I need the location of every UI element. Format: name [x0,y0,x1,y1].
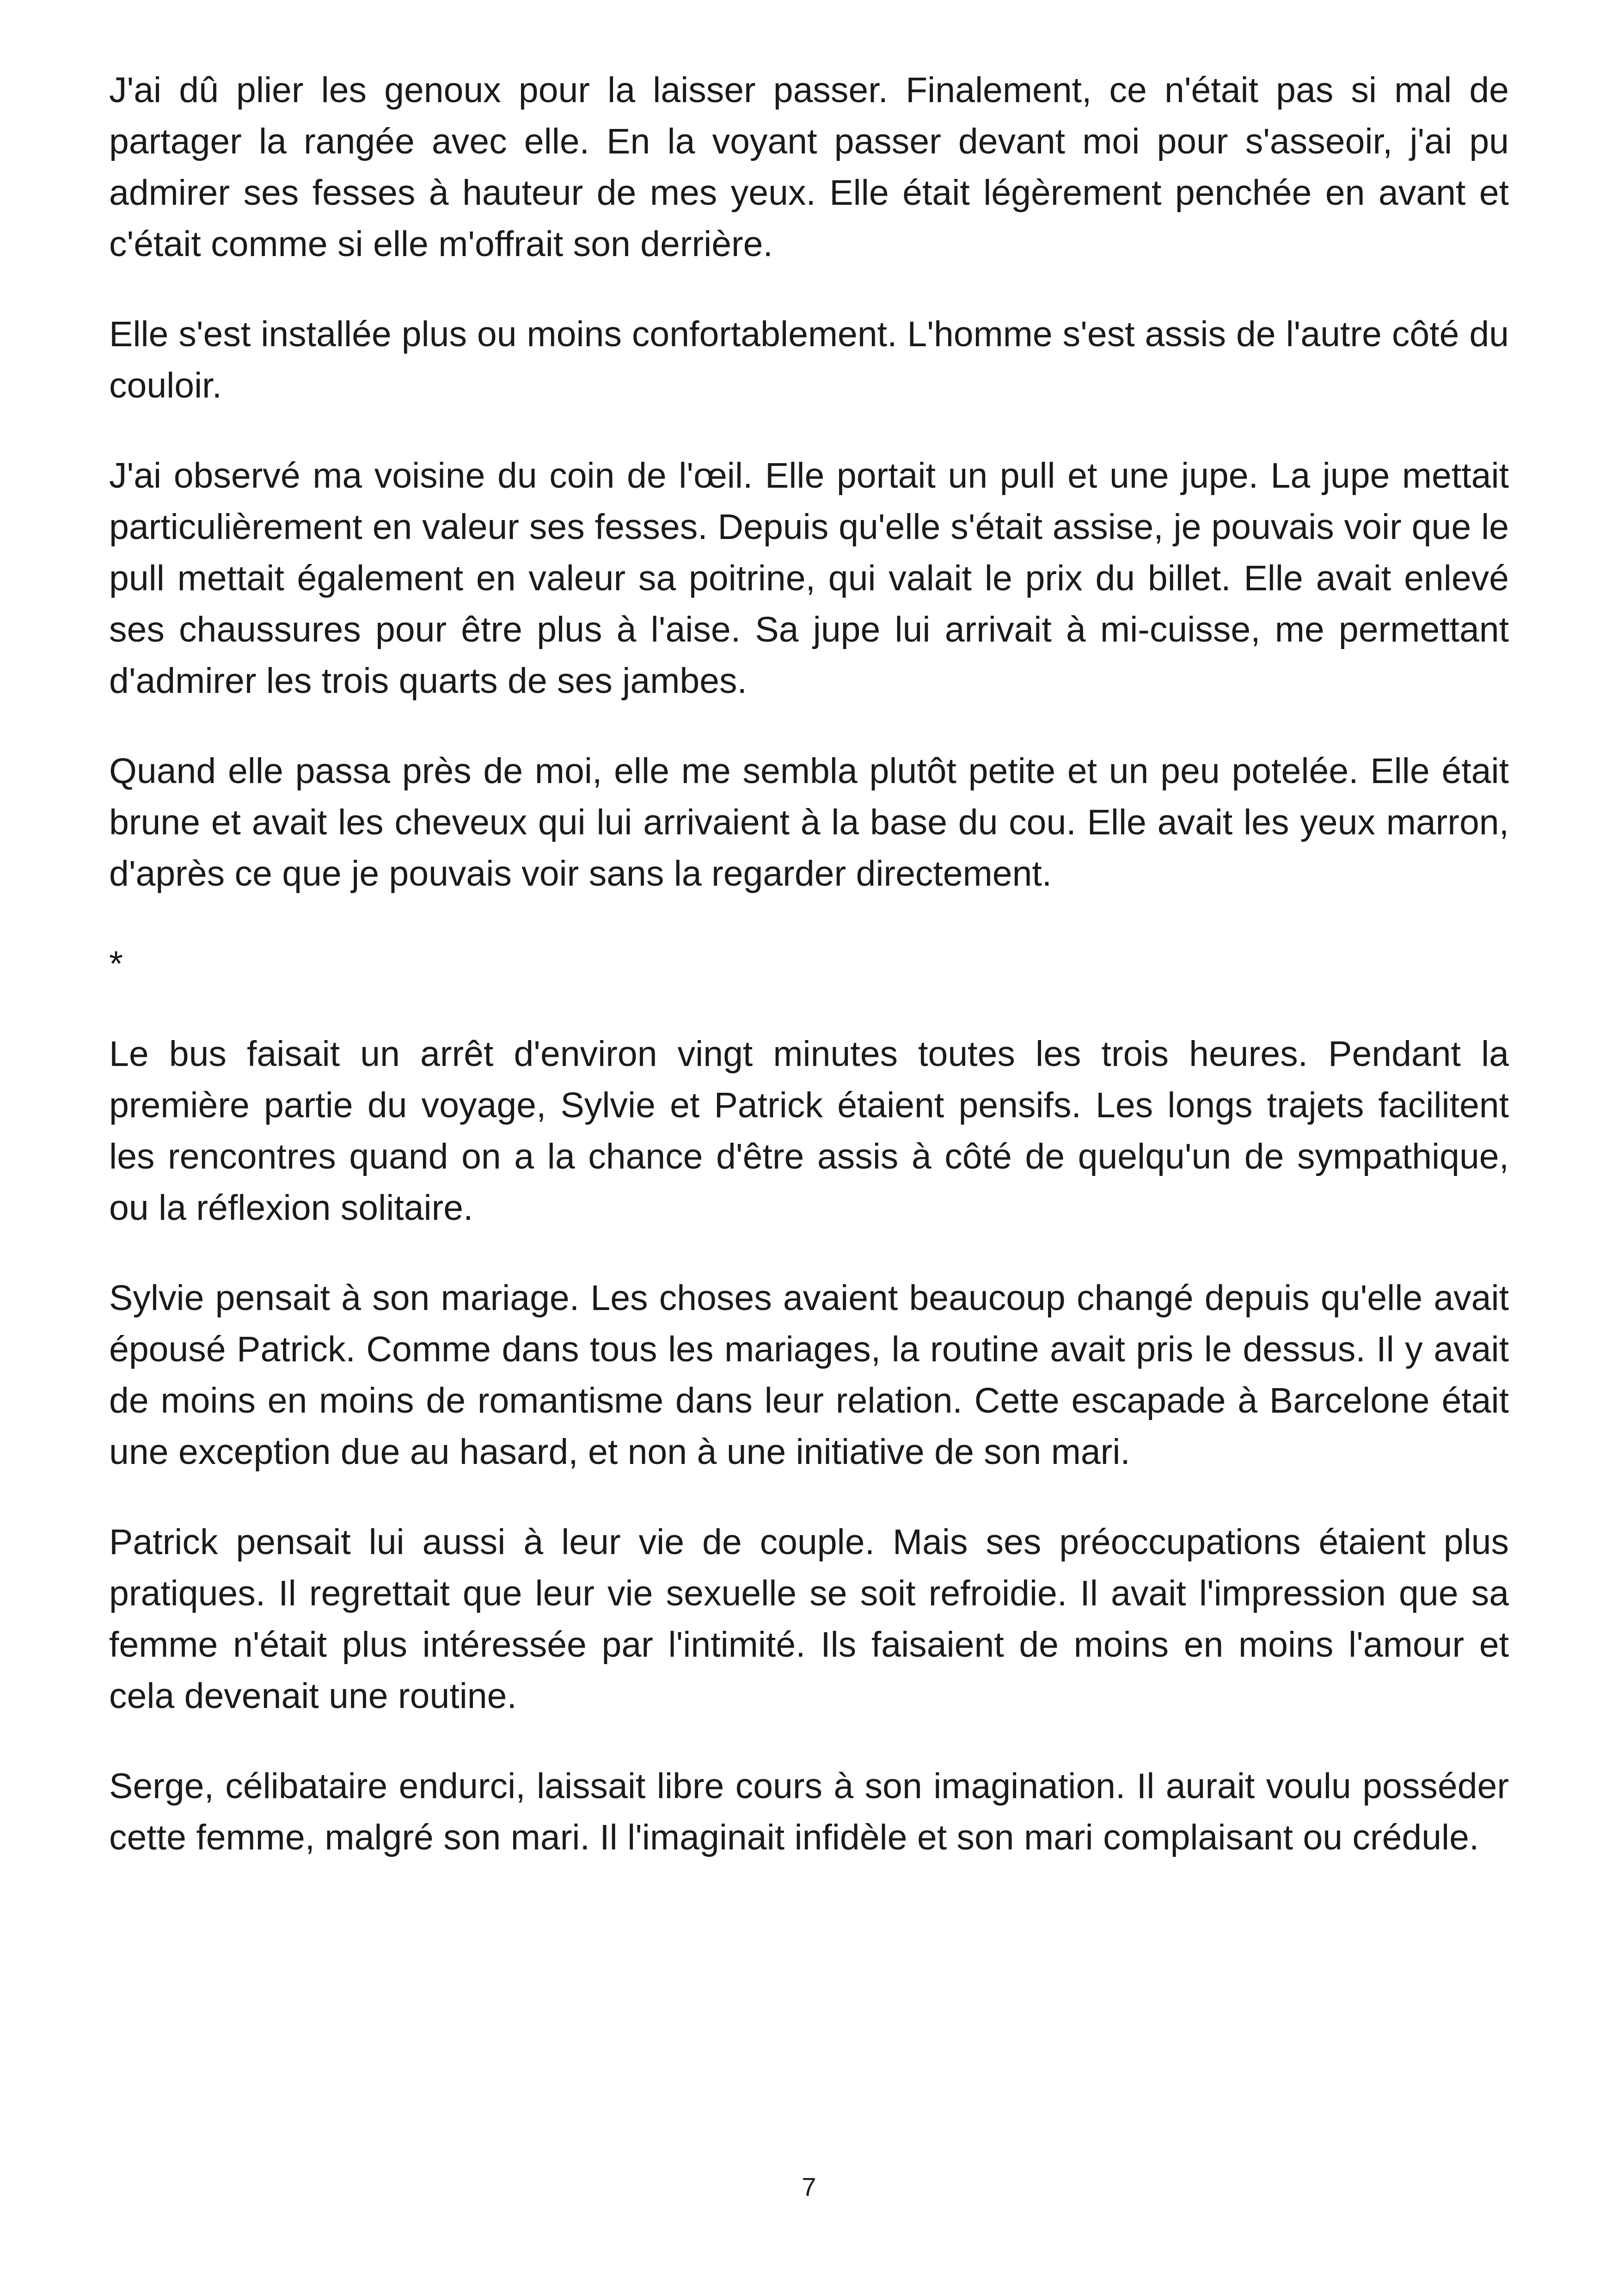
paragraph: Le bus faisait un arrêt d'environ vingt minutes toutes les trois heures. Pendant la première partie du voyage, Sylvie et Patrick étaient pensifs. Les longs trajets facilitent les rencontres quand on a la chance d'être assis à côté de quelqu'un de sympathique, ou la réflexion solitaire. [109,1034,1509,1228]
page-number: 7 [802,2172,816,2201]
paragraph: Patrick pensait lui aussi à leur vie de couple. Mais ses préoccupations étaient plus pratiques. Il regrettait que leur vie sexuelle se soit refroidie. Il avait l'impression que sa femme n'était plus intéressée par l'intimité. Ils faisaient de moins en moins l'amour et cela devenait une routine. [109,1522,1509,1716]
section-separator: * [109,944,123,984]
paragraph: Serge, célibataire endurci, laissait libre cours à son imagination. Il aurait voulu posséder cette femme, malgré son mari. Il l'imaginait infidèle et son mari complaisant ou crédule. [109,1766,1509,1857]
paragraph: Sylvie pensait à son mariage. Les choses avaient beaucoup changé depuis qu'elle avait épousé Patrick. Comme dans tous les mariages, la routine avait pris le dessus. Il y avait de moins en moins de romantisme dans leur relation. Cette escapade à Barcelone était une exception due au hasard, et non à une initiative de son mari. [109,1278,1509,1472]
body-text [109,65,1509,1902]
paragraph: Elle s'est installée plus ou moins confortablement. L'homme s'est assis de l'autre côté du couloir. [109,314,1509,405]
paragraph: Quand elle passa près de moi, elle me sembla plutôt petite et un peu potelée. Elle était brune et avait les cheveux qui lui arrivaient à la base du cou. Elle avait les yeux marron, d'après ce que je pouvais voir sans la regarder directement. [109,751,1509,894]
paragraph: J'ai observé ma voisine du coin de l'œil. Elle portait un pull et une jupe. La jupe mettait particulièrement en valeur ses fesses. Depuis qu'elle s'était assise, je pouvais voir que le pull mettait également en valeur sa poitrine, qui valait le prix du billet. Elle avait enlevé ses chaussures pour être plus à l'aise. Sa jupe lui arrivait à mi-cuisse, me permettant d'admirer les trois quarts de ses jambes. [109,456,1509,701]
paragraph: J'ai dû plier les genoux pour la laisser passer. Finalement, ce n'était pas si mal de partager la rangée avec elle. En la voyant passer devant moi pour s'asseoir, j'ai pu admirer ses fesses à hauteur de mes yeux. Elle était légèrement penchée en avant et c'était comme si elle m'offrait son derrière. [109,70,1509,264]
